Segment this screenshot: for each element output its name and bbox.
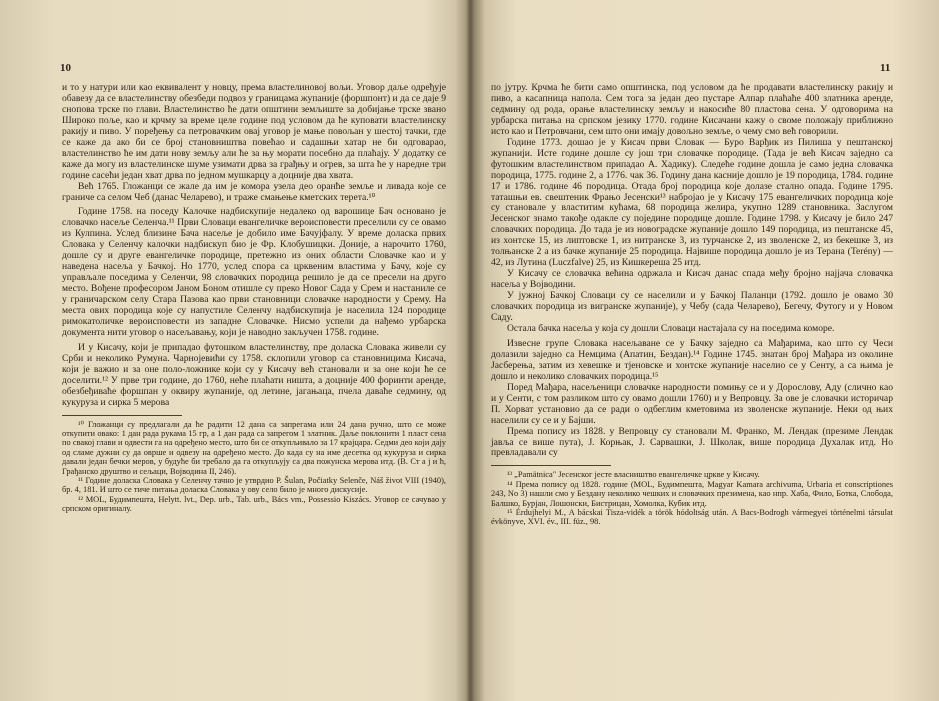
- footnote: ¹³ „Pamätnica" Јесенског јесте власништво евангеличке цркве у Кисачу.: [507, 470, 760, 480]
- paragraph: У Кисачу се словачка већина одржала и Кисач данас спада међу бројно најјача словачка насеља у Војводини.: [491, 268, 893, 291]
- paragraph: Према попису из 1828. у Вепровцу су становали М. Франко, М. Лендак (презиме Лендак јавља се више пута), Ј. Корњак, Ј. Сарвашки, Ј. Школак, више породица Духалак итд. Но превладавали су: [491, 425, 893, 459]
- footnote: ¹² MOL, Будимпешта, Helytt. lvt., Dep. urb., Tab. urb., Bács vm., Possessio Kiszács. Уговор се сачувао у српском оригиналу.: [62, 494, 446, 514]
- right-page: [472, 0, 939, 701]
- page-number: 10: [60, 62, 71, 74]
- footnote: ¹¹ Године доласка Словака у Селенчу тачно је утврдио Р. Šulan, Počiatky Selenče, Náš život VIII (1940), бр. 4, 181. И што се тиче питања доласка Словака у ову село било је много дискусије.: [62, 476, 446, 495]
- footnote: ¹⁵ Érdujhelyi M., A bácskai Tisza-vidék a török hódoltság után. A Bacs-Bodrogh vármegyei történelmi társulat évkönyve, XVI. év., III. füz., 98.: [491, 508, 893, 527]
- page-number: 11: [880, 62, 891, 74]
- footnote: ¹⁰ Гложанци су предлагали да ће радити 12 дана са запрегама или 24 дана ручно, што се може откупити овако: 1 дан рада рукама 15 гр, а 1 дан рада са запрегом 1 златник. Даље поклонити 1 пласт сена по свакој глави и одвести га на одређено место, што би се откупљивало за 17 крајцара. Седми део који дају од сламе дужни су да овршe и одвезу на одређено место. До када су на име десетка од кукуруза и сирка давали један бечки мерoв, у будуће би требало да га откупљују са два пожунска мерова итд. (В. Ст а ј и ћ, Грађанско друштво и сељаци, Војводина II, 246).: [62, 419, 446, 476]
- footnote-divider: [491, 465, 611, 466]
- paragraph: по јутру. Крчма ће бити само општинска, под условом да ће продавати властелинску ракију и пиво, а касапница напола. Сем тога за један део пустаре Алпар плаћаће 400 златника аренде, седмину од рода, орање властелинску земљу и накосиће 80 пластова сена. У одговорима на урбарска питања на српском језику 1770. године Кисачани кажу о своме положају приближно исто као и Петровчани, сем што они имају довољно земље, о чему смо већ говорили.: [491, 82, 893, 137]
- paragraph: и то у натури или као еквивалент у новцу, према властелиновој вољи. Уговор даље одређује обавезу да се властелинству обезбеди подвоз у границама жупаније (форшпонт) и да се даје 9 снопова трске по глави. Властелинство ће дати општини земљиште за добијање трске звано Широко поље, као и крчму за време целе године под условом да ће куповати властелинску ракију и пиво. У поређењу са петровачким овај уговор је мање повољан у шестој тачки, где се каже да ако би се број становништва повећао и садашњи хатар не би одговарао, властелинство ће им дати нову земљу али ће за њу морати посебно да плаћају. У додатку се каже да могу из властелинске шуме узимати дрва за грађњу и огрев, за шта ће у наредне три године сасећи један хват дрва по једном мушкарцу а доцније два хвата.: [62, 82, 446, 181]
- left-text-column: [62, 83, 446, 514]
- paragraph: И у Кисачу, који је припадао футошком властелинству, пре доласка Словака живели су Срби и неколико Румуна. Чарнојевићи су 1758. склопили уговор са становницима Кисача, који је важио и за оне поло-ложнике који су у Кисачу већ становали и за оне који ће се доселити.¹² У прве три године, до 1760, неће плаћати ништа, а доцније 400 форинти аренде, обезбеђиваће форшпан у оквиру жупаније, од летине, јагањаца, пчела даваће седмину, од кукуруза и сирка 5 мерова: [62, 341, 446, 408]
- paragraph: Већ 1765. Гложанци се жале да им је комора узела део оранће земље и ливада које се граниче са селом Чеб (данас Челарево), и траже смањење кметских терета.¹⁰: [62, 180, 446, 203]
- footnote-divider: [62, 415, 182, 416]
- footnote: ¹⁴ Према попису од 1828. године (MOL, Будимпешта, Magyar Kamara archivuma, Urbaria et conscriptiones 243, No 3) нашли смо у Бездану неколико чешких и словачких презимена, као нпр. Хаба, Фило, Ботка, Слобода, Балшко, Бурјан, Лошонски, Бистрицан, Хомолка, Кубик итд.: [491, 479, 893, 508]
- paragraph: Поред Мађара, насељеници словачке народности помињу се и у Дорослову, Аду (слично као и у Сенти, с том разликом што су овамо дошли 1760) и у Вепровцу. За ове је словачки историчар П. Хорват установио да се ради о одбеглим кметовима из зволенске жупаније. Неки од њих населили су се и у Бајши.: [491, 381, 893, 426]
- paragraph: Остала бачка насеља у која су дошли Словаци настајала су на поседима коморе.: [507, 322, 835, 334]
- paragraph: Године 1773. дошао је у Кисач први Словак — Буро Варђик из Пилиша у пештанској жупанији. Исте године дошле су још три словачке породице. (Тада је већ Кисач заједно са футошким властелинством припадао А. Хадику). Следеће године дошла је само једна словачка породица, 1775. године 2, а 1776. чак 36. Годину дана касније дошло је 19 породица, 1784. године 17 и 1786. године 46 породица. Отада број породица које долазе стално опада. Године 1795. таташњи ев. свештеник Фрањо Јесенски¹³ набројао је у Кисачу 175 евангеличких породица које су становале у властитим кућама, 68 породица желира, укупно 1289 становника. Заслугом Јесенског знамо такође одакле су поједине породице дошле. Године 1798. у Кисачу је било 247 словачких породица. До тада је из новоградске жупаније дошло 149 породица, из пештанске 45, из хонтске 15, из липтовске 1, из нитранске 3, из турчанске 2, из зволенске 2, из бекешке 3, из толњанске 2 а из бачке жупаније 25 породица. Највише породица дошло је из Терана (Terény) — 42, из Лутина (Luczfalve) 25, из Кишкереша 25 итд.: [491, 136, 893, 269]
- paragraph: Године 1758. на поседу Калочке надбискупије недалеко од варошице Бач основано је словачко насеље Селенча.¹¹ Први Словаци евангеличке вероисповести преселили су се овамо из Кулпина. Услед близине Бача насеље је добило име Бачујфалу. У време доласка првих Словака у Селенчу калочки надбискуп био је Фр. Клобушицки. Доније, а нарочито 1760, дошле су и друге евангеличке породице, претежно из оних области Словачке као и у наведена насеља у Бачкој. Но 1770, услед спора са црквеним властима у Бачу, које су управљале поседима у Селенчи, 98 словачких породица решило је да се пресели на друго место. Вођене професором Јаном Боном отишле су преко Новог Сада у Срем и настаниле се у граничарском селу Стара Пазова као први становници словачке народности у Срему. На места ових породица које су напустиле Селенчу надбискупија је населила 124 породице римокатоличке вероисповести из западне Словачке. Нисмо успели да нађемо урбарска документа нити уговор о насељавању, који је наводно закључен 1758. године.: [62, 206, 446, 338]
- paragraph: У јужној Бачкој Словаци су се населили и у Бачкој Паланци (1792. дошло је овамо 30 словачких породица из вигранске жупаније), у Чебу (сада Челарево), Бегечу, Футогу и у Новом Саду.: [491, 290, 893, 324]
- right-text-column: [491, 83, 893, 527]
- paragraph: Извесне групе Словака насељаване се у Бачку заједно са Мађарима, као што су Чеси долазили заједно са Немцима (Апатин, Бездан).¹⁴ Године 1745. знатан број Мађара из околине Јасберења, затим из хевешке и тјеновске и хонтске жупаније населио се у Сенту, а са њима је дошло и неколико словачких породица.¹⁵: [491, 337, 893, 382]
- left-page: [0, 0, 468, 701]
